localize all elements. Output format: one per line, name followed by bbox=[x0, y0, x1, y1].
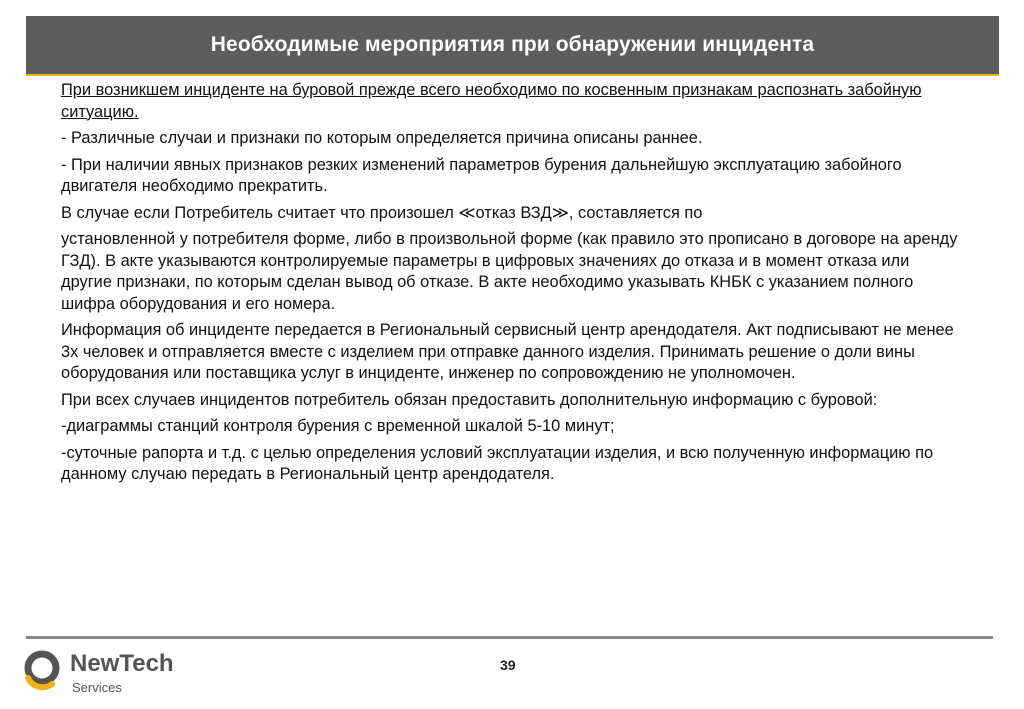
paragraph-failure-act: установленной у потребителя форме, либо в произвольной форме (как правило это прописано в договоре на аренду ГЗД). В акте указываются контролируемые параметры в цифровых значениях до отказа и в момент отказа или другие признаки, по которым сделан вывод об отказе. В акте необходимо указывать КНБК с указанием полного шифра оборудования и его номера. bbox=[61, 230, 958, 313]
paragraph-cases: - Различные случаи и признаки по которым определяется причина описаны раннее. bbox=[61, 129, 703, 147]
slide-body bbox=[61, 80, 961, 491]
slide-title-bar bbox=[26, 16, 999, 74]
company-logo bbox=[22, 646, 182, 702]
page-number: 39 bbox=[500, 657, 516, 673]
paragraph-diagrams: -диаграммы станций контроля бурения с временной шкалой 5-10 минут; bbox=[61, 417, 615, 435]
logo-subtitle: Services bbox=[72, 680, 122, 695]
paragraph-additional-info: При всех случаев инцидентов потребитель обязан предоставить дополнительную информацию с буровой: bbox=[61, 390, 878, 409]
paragraph-stop-operation: - При наличии явных признаков резких изменений параметров бурения дальнейшую эксплуатацию забойного двигателя необходимо прекратить. bbox=[61, 155, 902, 195]
paragraph-incident-info: Информация об инциденте передается в Региональный сервисный центр арендодателя. Акт подписывают не менее 3х человек и отправляется вместе с изделием при отправке данного изделия. Принимать решение о доли вины оборудования или поставщика услуг в инциденте, инженер по сопровождению не уполномочен. bbox=[61, 321, 954, 382]
ring-logo-icon bbox=[22, 648, 66, 692]
paragraph-reports: -суточные рапорта и т.д. с целью определения условий эксплуатации изделия, и всю полученную информацию по данному случаю передать в Региональный центр арендодателя. bbox=[61, 443, 934, 483]
logo-name: NewTech bbox=[70, 650, 174, 677]
footer-divider bbox=[26, 636, 993, 639]
slide-title: Необходимые мероприятия при обнаружении инцидента bbox=[210, 33, 815, 56]
paragraph-failure-intro: В случае если Потребитель считает что произошел ≪отказ ВЗД≫, составляется по bbox=[61, 203, 703, 222]
paragraph-intro: При возникшем инциденте на буровой прежде всего необходимо по косвенным признакам распознать забойную ситуацию. bbox=[61, 81, 922, 121]
